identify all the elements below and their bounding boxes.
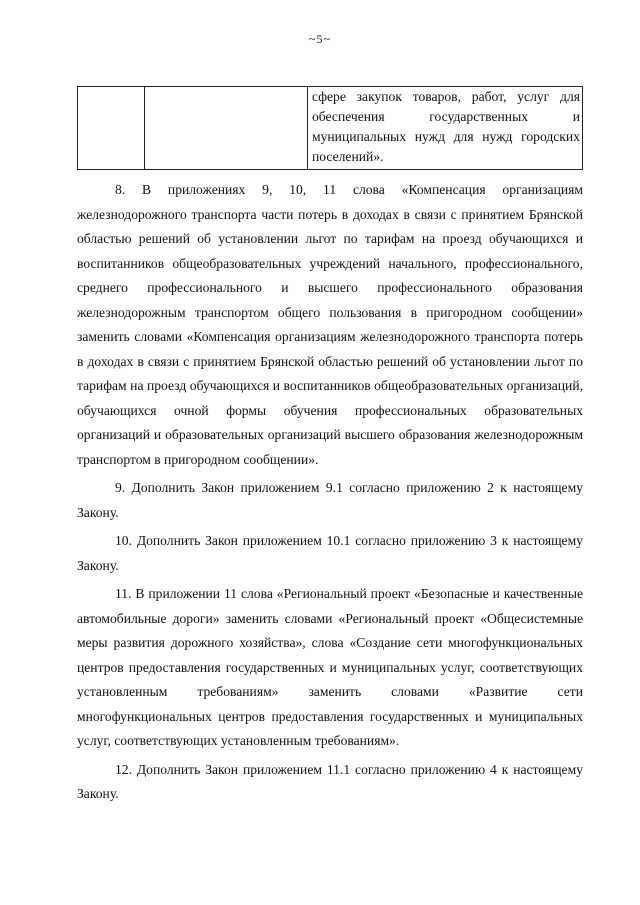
paragraph-8: 8. В приложениях 9, 10, 11 слова «Компенсация организациям железнодорожного транспорта части потерь в доходах в связи с принятием Брянской областью решений об установлении льгот по тарифам на проезд обучающихся и воспитанников общеобразовательных учреждений начального, профессионального, среднего профессионального и высшего профессионального образования железнодорожным транспортом общего пользования в пригородном сообщении» заменить словами «Компенсация организациям железнодорожного транспорта потерь в доходах в связи с принятием Брянской областью решений об установлении льгот по тарифам на проезд обучающихся и воспитанников общеобразовательных организаций, обучающихся очной формы обучения профессиональных образовательных организаций и образовательных организаций высшего образования железнодорожным транспортом в пригородном сообщении». bbox=[77, 182, 583, 467]
table-cell-empty-1 bbox=[78, 87, 145, 170]
page-number: ~5~ bbox=[309, 32, 331, 46]
paragraph-10: 10. Дополнить Закон приложением 10.1 согласно приложению 3 к настоящему Закону. bbox=[77, 533, 583, 573]
document-body bbox=[77, 178, 583, 807]
continuation-table bbox=[77, 86, 583, 170]
paragraph-12: 12. Дополнить Закон приложением 11.1 согласно приложению 4 к настоящему Закону. bbox=[77, 761, 583, 801]
table-row bbox=[78, 87, 583, 170]
table-cell-empty-2 bbox=[145, 87, 308, 170]
paragraph-11: 11. В приложении 11 слова «Региональный проект «Безопасные и качественные автомобильные дороги» заменить словами «Региональный проект «Общесистемные меры развития дорожного хозяйства», слова «Создание сети многофункциональных центров предоставления государственных и муниципальных услуг, соответствующих установленным требованиям» заменить словами «Развитие сети многофункциональных центров предоставления государственных и муниципальных услуг, соответствующих установленным требованиям». bbox=[77, 586, 583, 748]
paragraph-9: 9. Дополнить Закон приложением 9.1 согласно приложению 2 к настоящему Закону. bbox=[77, 480, 583, 520]
table-cell-text: сфере закупок товаров, работ, услуг для обеспечения государственных и муниципальных нужд для нужд городских поселений». bbox=[308, 87, 583, 170]
